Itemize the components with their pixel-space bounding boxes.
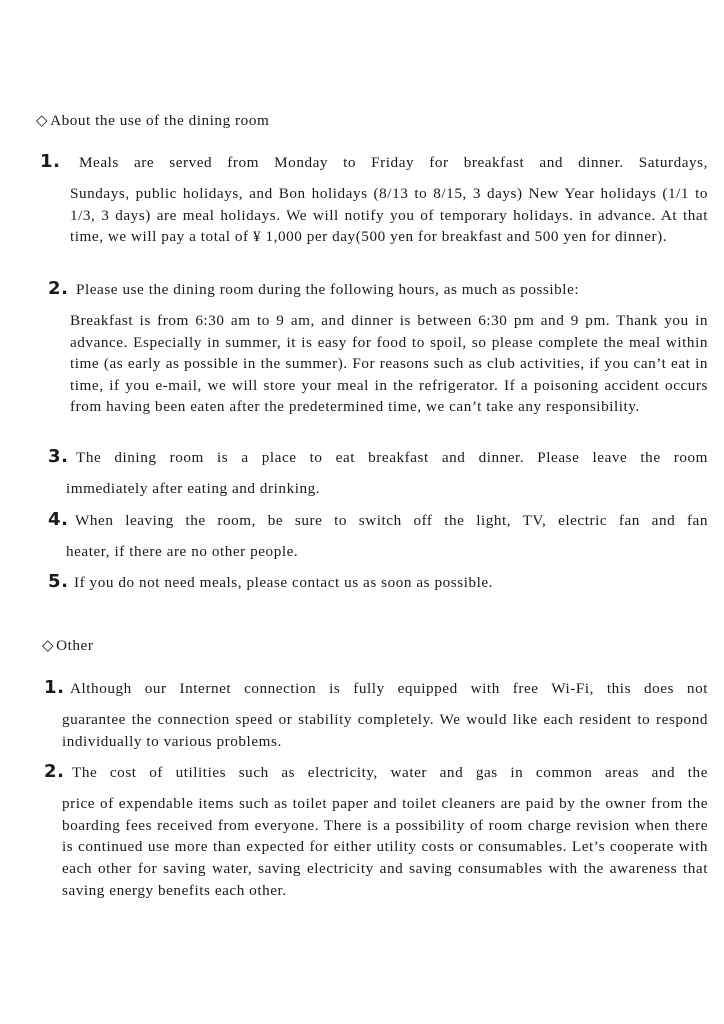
item-number: 5. (48, 571, 69, 592)
item-first-line: Please use the dining room during the following hours, as much as possible: (76, 281, 580, 298)
item-first-line: When leaving the room, be sure to switch off the light, TV, electric fan and fan (75, 512, 708, 529)
section-heading-other (42, 635, 93, 656)
item-first-line: Although our Internet connection is fully equipped with free Wi-Fi, this does not (70, 680, 708, 697)
item-continuation: immediately after eating and drinking. (66, 480, 321, 497)
diamond-bullet-icon: ◇ (42, 636, 55, 654)
item-first-line: The dining room is a place to eat breakfast and dinner. Please leave the room (76, 449, 708, 466)
section-heading-text: About the use of the dining room (50, 112, 270, 129)
item-first-line: The cost of utilities such as electricity, water and gas in common areas and the (72, 764, 708, 781)
item-number: 2. (48, 278, 69, 299)
item-first-line: If you do not need meals, please contact us as soon as possible. (74, 574, 494, 591)
section-heading-text: Other (56, 637, 94, 654)
item-number: 2. (44, 761, 65, 782)
item-first-line: Meals are served from Monday to Friday for breakfast and dinner. Saturdays, (79, 154, 708, 171)
item-continuation: Breakfast is from 6:30 am to 9 am, and dinner is between 6:30 pm and 9 pm. Thank you in advance. Especially in summer, it is easy for food to spoil, so please complete the meal within time (as early as possible in the summer). For reasons such as club activities, if you can’t eat in time, if you e-mail, we will store your meal in the refrigerator. If a poisoning accident occurs from having been eaten after the predetermined time, we can’t take any responsibility. (70, 312, 708, 415)
item-continuation: Sundays, public holidays, and Bon holidays (8/13 to 8/15, 3 days) New Year holidays (1/1 to 1/3, 3 days) are meal holidays. We will notify you of temporary holidays. in advance. At that time, we will pay a total of ¥ 1,000 per day(500 yen for breakfast and 500 yen for dinner). (70, 185, 708, 245)
item-number: 4. (48, 509, 69, 530)
item-continuation: price of expendable items such as toilet paper and toilet cleaners are paid by the owner from the boarding fees received from everyone. There is a possibility of room charge revision when there is continued use more than expected for either utility costs or consumables. Let’s cooperate with each other for saving water, saving electricity and saving consumables with the awareness that saving energy benefits each other. (62, 795, 708, 899)
item-number: 1. (44, 677, 65, 698)
item-number: 3. (48, 446, 69, 467)
item-continuation: heater, if there are no other people. (66, 543, 299, 560)
diamond-bullet-icon: ◇ (36, 111, 49, 129)
item-number: 1. (40, 151, 61, 172)
section-heading-dining-room (36, 110, 269, 131)
item-continuation: guarantee the connection speed or stability completely. We would like each resident to respond individually to various problems. (62, 711, 708, 750)
